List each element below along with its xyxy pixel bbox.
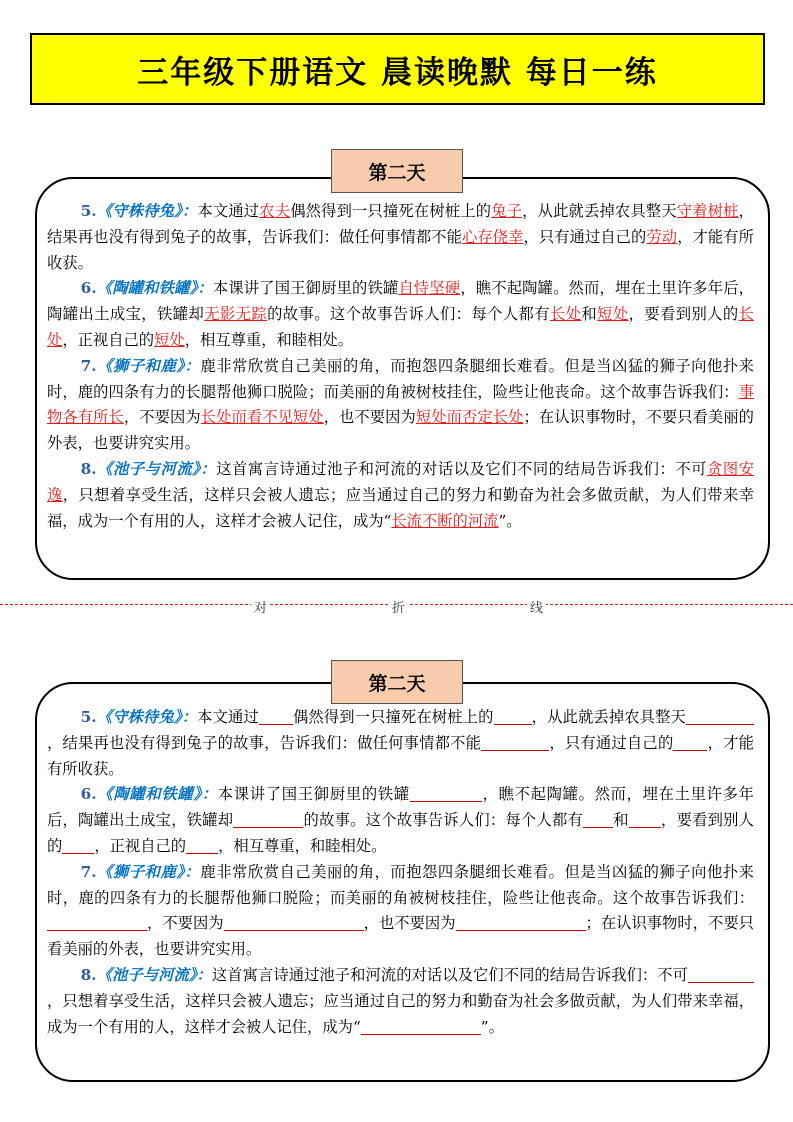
day-label: 第二天 — [368, 672, 426, 695]
answer-card — [35, 177, 770, 580]
answer-blank[interactable] — [410, 785, 482, 802]
item-7: 7.《狮子和鹿》：鹿非常欣赏自己美丽的角，而抱怨四条腿细长难看。但是当凶猛的狮子向他扑来时，鹿的四条有力的长腿帮他狮口脱险；而美丽的角被树枝挂住，险些让他丧命。这个故事告诉我们：事物各有所长，不要因为长处而看不见短处，也不要因为短处而否定长处；在认识事物时，不要只看美丽的外表，也要讲究实用。 — [47, 356, 754, 453]
answer-blank[interactable] — [583, 811, 613, 828]
item-5: 5.《守株待兔》：本文通过农夫偶然得到一只撞死在树桩上的兔子，从此就丢掉农具整天守着树桩，结果再也没有得到兔子的故事，告诉我们：做任何事情都不能心存侥幸，只有通过自己的劳动，才能有所收获。 — [47, 202, 754, 272]
answer: 兔子 — [491, 202, 523, 220]
answer: 短处而否定长处 — [415, 408, 524, 427]
exercise-content — [47, 705, 754, 1040]
answer-blank[interactable] — [259, 708, 293, 725]
item-number: 5. — [80, 202, 97, 220]
item-number: 7. — [80, 862, 97, 881]
answer: 农夫 — [259, 202, 291, 220]
answer-blank[interactable] — [47, 914, 147, 931]
answer-blank[interactable] — [224, 914, 364, 931]
item-8-blank: 8.《池子与河流》：这首寓言诗通过池子和河流的对话以及它们不同的结局告诉我们：不可，只想着享受生活，这样只会被人遗忘；应当通过自己的努力和勤奋为社会多做贡献，为人们带来幸福，成为一个有用的人，这样才会被人记住，成为“ ”。 — [47, 965, 754, 1036]
answer-blank[interactable] — [481, 734, 549, 751]
answer-blank[interactable] — [629, 811, 661, 828]
item-title: 《池子与河流》： — [96, 459, 217, 478]
answer-blank[interactable] — [233, 811, 303, 828]
answer-blank[interactable] — [686, 708, 754, 725]
answer-blank[interactable] — [688, 966, 754, 983]
answer: 长流不断的河流 — [391, 511, 499, 530]
item-title: 《陶罐和铁罐》： — [96, 785, 218, 804]
answer-blank[interactable] — [494, 708, 532, 725]
item-number: 5. — [80, 708, 97, 726]
answer: 守着树桩 — [676, 202, 739, 220]
fold-label-left: 对 — [251, 597, 270, 616]
item-number: 8. — [80, 459, 97, 478]
item-number: 6. — [80, 785, 97, 804]
day-tab-answers — [331, 149, 463, 193]
answer-blank[interactable] — [361, 1018, 481, 1035]
item-title: 《池子与河流》： — [96, 965, 212, 984]
answer-blank[interactable] — [673, 734, 707, 751]
item-title: 《守株待兔》： — [96, 202, 198, 220]
fold-label-middle: 折 — [389, 597, 408, 616]
exercise-card — [35, 682, 770, 1082]
answer: 长处 — [47, 305, 754, 349]
answer: 心存侥幸 — [461, 227, 524, 246]
item-5-blank: 5.《守株待兔》：本文通过 偶然得到一只撞死在树桩上的 ，从此就丢掉农具整天，结果再也没有得到兔子的故事，告诉我们：做任何事情都不能 ，只有通过自己的 ，才能有所收获。 — [47, 708, 754, 778]
answer: 长处 — [549, 305, 582, 324]
page-title: 三年级下册语文 晨读晚默 每日一练 — [137, 54, 658, 91]
answer: 自恃坚硬 — [398, 279, 461, 298]
item-title: 《守株待兔》： — [96, 708, 198, 726]
item-8: 8.《池子与河流》：这首寓言诗通过池子和河流的对话以及它们不同的结局告诉我们：不可贪图安逸，只想着享受生活，这样只会被人遗忘；应当通过自己的努力和勤奋为社会多做贡献，为人们带来幸福，成为一个有用的人，这样才会被人记住，成为“长流不断的河流”。 — [47, 459, 754, 530]
item-6-blank: 6.《陶罐和铁罐》：本课讲了国王御厨里的铁罐 ，瞧不起陶罐。然而，埋在土里许多年后，陶罐出土成宝，铁罐却 的故事。这个故事告诉人们：每个人都有 和 ，要看到别人的 ，正视自己的 ，相互尊重，和睦相处。 — [47, 785, 754, 855]
item-title: 《狮子和鹿》： — [96, 356, 201, 375]
item-7-blank: 7.《狮子和鹿》：鹿非常欣赏自己美丽的角，而抱怨四条腿细长难看。但是当凶猛的狮子向他扑来时，鹿的四条有力的长腿帮他狮口脱险；而美丽的角被树枝挂住，险些让他丧命。这个故事告诉我们：，不要因为 ，也不要因为 ；在认识事物时，不要只看美丽的外表，也要讲究实用。 — [47, 862, 754, 959]
answer-blank[interactable] — [62, 837, 94, 854]
answer: 无影无踪 — [204, 305, 268, 324]
answer: 短处 — [154, 330, 185, 349]
item-6: 6.《陶罐和铁罐》：本课讲了国王御厨里的铁罐自恃坚硬，瞧不起陶罐。然而，埋在土里许多年后，陶罐出土成宝，铁罐却无影无踪的故事。这个故事告诉人们：每个人都有长处和短处，要看到别人的长处，正视自己的短处，相互尊重，和睦相处。 — [47, 279, 754, 349]
answer: 劳动 — [646, 227, 678, 246]
item-title: 《陶罐和铁罐》： — [96, 279, 213, 298]
answer-blank[interactable] — [456, 914, 586, 931]
title-banner — [30, 33, 765, 105]
answer-blank[interactable] — [186, 837, 218, 854]
answer: 事物各有所长 — [47, 382, 754, 427]
fold-label-right: 线 — [527, 597, 546, 616]
item-number: 8. — [80, 965, 97, 984]
answer: 贪图安逸 — [47, 459, 754, 504]
answer: 短处 — [597, 305, 629, 324]
answer-content — [47, 199, 754, 534]
answer: 长处而看不见短处 — [200, 408, 324, 427]
item-title: 《狮子和鹿》： — [96, 862, 201, 881]
item-number: 6. — [80, 279, 97, 298]
item-number: 7. — [80, 356, 97, 375]
day-tab-exercise — [331, 660, 463, 704]
day-label: 第二天 — [368, 161, 426, 184]
